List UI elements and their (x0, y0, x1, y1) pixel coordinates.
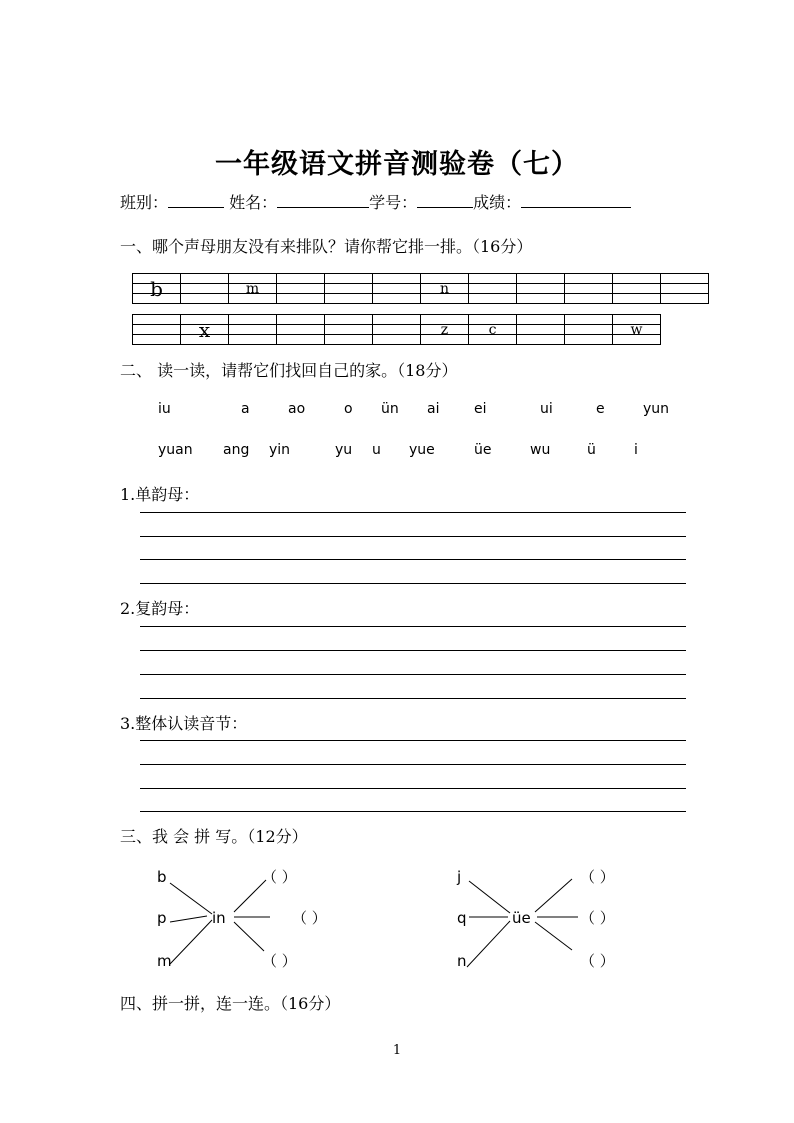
initial-letter: b (157, 868, 167, 886)
question2-label: 2.复韵母： (120, 599, 200, 618)
answer-paren[interactable]: （ ） (580, 909, 615, 927)
pinyin-item: iu (158, 401, 171, 417)
initial-letter: p (157, 909, 167, 927)
pinyin-item: a (241, 401, 250, 417)
page-title: 一年级语文拼音测验卷（七） (215, 149, 579, 180)
name-label: 姓名： (229, 193, 278, 212)
pinyin-item: ao (288, 401, 306, 417)
class-label: 班别： (120, 193, 169, 212)
pinyin-item: u (372, 442, 381, 458)
section1-heading: 一、哪个声母朋友没有来排队？请你帮它排一排。（16分） (120, 237, 533, 256)
grid-cell: z (421, 315, 469, 345)
pinyin-item: yuan (158, 442, 193, 458)
grid-cell: n (421, 274, 469, 304)
section4-heading: 四、拼一拼，连一连。（16分） (120, 994, 341, 1013)
question1-label: 1.单韵母： (120, 485, 200, 504)
grid-cell: m (229, 274, 277, 304)
section3-heading: 三、我 会 拼 写。（12分） (120, 827, 308, 846)
pinyin-item: üe (474, 442, 492, 458)
pinyin-item: ang (223, 442, 250, 458)
initial-letter: j (457, 868, 462, 886)
score-label: 成绩： (473, 193, 522, 212)
pinyin-item: ui (540, 401, 553, 417)
answer-paren[interactable]: （ ） (580, 868, 615, 886)
question3-label: 3.整体认读音节： (120, 714, 248, 733)
pinyin-item: yin (269, 442, 291, 458)
pinyin-item: yu (335, 442, 353, 458)
grid-cell: c (469, 315, 517, 345)
section2-heading: 二、 读一读，请帮它们找回自己的家。（18分） (120, 361, 458, 380)
answer-paren[interactable]: （ ） (262, 868, 297, 886)
pinyin-item: e (596, 401, 605, 417)
final-center: üe (512, 909, 531, 927)
pinyin-item: ü (587, 442, 596, 458)
pinyin-item: i (634, 442, 638, 458)
pinyin-item: yue (409, 442, 435, 458)
initial-letter: n (457, 952, 467, 970)
final-center: in (212, 909, 226, 927)
pinyin-item: ai (427, 401, 440, 417)
initial-letter: m (157, 952, 172, 970)
answer-paren[interactable]: （ ） (580, 952, 615, 970)
grid-cell: b (133, 274, 181, 304)
page-number: 1 (392, 1043, 402, 1058)
pinyin-item: o (344, 401, 353, 417)
answer-paren[interactable]: （ ） (292, 909, 327, 927)
initial-letter: q (457, 909, 467, 927)
pinyin-item: ei (474, 401, 487, 417)
pinyin-item: yun (643, 401, 670, 417)
grid-cell: x (181, 315, 229, 345)
pinyin-item: wu (530, 442, 551, 458)
grid-cell: w (613, 315, 661, 345)
answer-paren[interactable]: （ ） (262, 952, 297, 970)
number-label: 学号： (369, 193, 418, 212)
pinyin-item: ün (381, 401, 399, 417)
